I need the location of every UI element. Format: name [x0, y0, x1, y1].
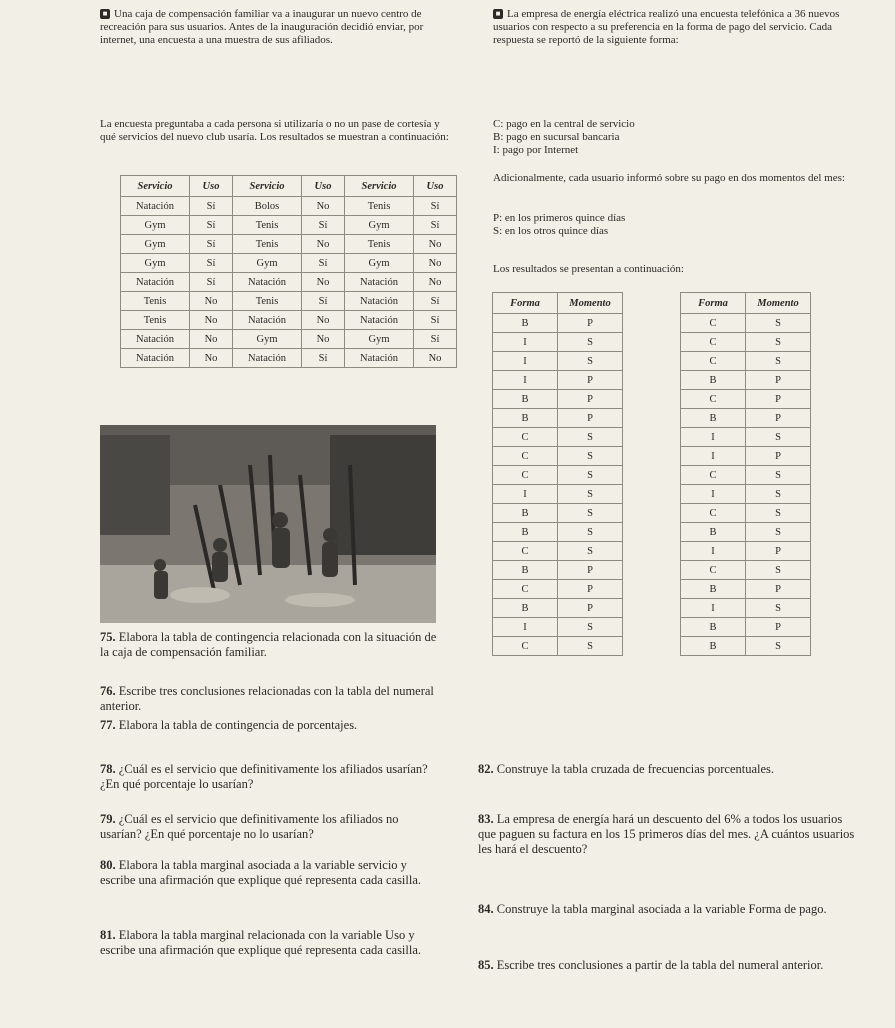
table-cell: Tenis [345, 197, 414, 216]
table-cell: S [558, 637, 623, 656]
table-cell: Gym [345, 216, 414, 235]
table-cell: Natación [121, 349, 190, 368]
table-cell: Tenis [233, 292, 302, 311]
table-cell: B [681, 637, 746, 656]
table-cell: No [414, 273, 457, 292]
table-cell: S [746, 523, 811, 542]
table-cell: C [681, 352, 746, 371]
table-cell: No [190, 330, 233, 349]
question-number: 77. [100, 718, 119, 732]
table-cell: P [746, 371, 811, 390]
table-row [681, 504, 811, 523]
table-header-row [493, 293, 623, 314]
table-cell: Sí [302, 349, 345, 368]
question-text: Construye la tabla cruzada de frecuencias porcentuales. [496, 762, 775, 776]
table-cell: Natación [121, 197, 190, 216]
table-cell: P [558, 314, 623, 333]
gym-photo [100, 425, 436, 623]
table-cell: Bolos [233, 197, 302, 216]
table-cell: B [493, 314, 558, 333]
left-intro-p1-text: Una caja de compensación familiar va a inaugurar un nuevo centro de recreación para sus usuarios. Antes de la inauguración decidió enviar, por internet, una encuesta a una muestra de sus afiliados. [100, 8, 424, 46]
payments-table-2 [680, 292, 811, 656]
table-cell: No [302, 235, 345, 254]
table-cell: No [302, 330, 345, 349]
table-cell: Natación [345, 311, 414, 330]
table-row [493, 447, 623, 466]
table-cell: S [746, 333, 811, 352]
exercise-question [100, 630, 440, 660]
legend-item: S: en los otros quince días [493, 225, 609, 237]
table-row [681, 580, 811, 599]
table-row [681, 352, 811, 371]
left-intro-p2-text: La encuesta preguntaba a cada persona si utilizaría o no un pase de cortesía y qué servicios del nuevo club usaría. Los resultados se muestran a continuación: [100, 118, 449, 143]
table-cell: C [493, 428, 558, 447]
right-intro-paragraph-2 [493, 172, 863, 185]
table-row [493, 561, 623, 580]
right-intro-p2-text: Adicionalmente, cada usuario informó sobre su pago en dos momentos del mes: [493, 172, 845, 184]
table-row [681, 333, 811, 352]
question-number: 82. [478, 762, 497, 776]
services-usage-table [120, 175, 457, 368]
payment-legend [493, 118, 863, 157]
exercise-badge-icon: ■ [493, 9, 503, 19]
table-cell: S [558, 523, 623, 542]
table-row [121, 273, 457, 292]
table-row [493, 466, 623, 485]
table-cell: Tenis [121, 292, 190, 311]
table-cell: I [493, 333, 558, 352]
table-cell: S [746, 561, 811, 580]
table-row [493, 637, 623, 656]
table-row [121, 197, 457, 216]
table-cell: S [558, 504, 623, 523]
table-cell: C [681, 390, 746, 409]
table-cell: B [493, 504, 558, 523]
table-cell: C [493, 466, 558, 485]
question-number: 84. [478, 902, 497, 916]
table-row [493, 542, 623, 561]
question-text: Elabora la tabla marginal relacionada con la variable Uso y escribe una afirmación que explique qué representa cada casilla. [100, 928, 422, 957]
table-cell: P [746, 390, 811, 409]
moment-legend [493, 212, 863, 238]
table-cell: B [681, 409, 746, 428]
question-number: 79. [100, 812, 119, 826]
table-cell: P [746, 618, 811, 637]
exercise-question [100, 718, 440, 733]
table-cell: Sí [414, 330, 457, 349]
table-cell: Sí [190, 235, 233, 254]
table-cell: C [493, 542, 558, 561]
table-row [493, 618, 623, 637]
gym-photo-illustration [100, 425, 436, 623]
question-text: Construye la tabla marginal asociada a la variable Forma de pago. [496, 902, 827, 916]
table-cell: P [558, 580, 623, 599]
table-row [493, 352, 623, 371]
question-number: 76. [100, 684, 119, 698]
table-row [681, 447, 811, 466]
table-cell: Gym [233, 330, 302, 349]
table-cell: S [558, 333, 623, 352]
table-cell: I [681, 447, 746, 466]
exercise-question [478, 958, 858, 973]
table-cell: Natación [233, 273, 302, 292]
table-cell: S [746, 352, 811, 371]
table-header-row [121, 176, 457, 197]
table-row [681, 618, 811, 637]
table-cell: S [558, 618, 623, 637]
table-row [681, 485, 811, 504]
table-cell: Gym [233, 254, 302, 273]
table-cell: Sí [414, 216, 457, 235]
column-header: Uso [302, 176, 345, 197]
table-cell: B [493, 561, 558, 580]
table-cell: P [746, 542, 811, 561]
question-text: Elabora la tabla marginal asociada a la variable servicio y escribe una afirmación que explique qué representa cada casilla. [100, 858, 422, 887]
table-cell: C [493, 580, 558, 599]
legend-item: I: pago por Internet [493, 144, 579, 156]
table-row [493, 580, 623, 599]
left-intro-paragraph-1 [100, 8, 450, 47]
column-header: Momento [746, 293, 811, 314]
table-cell: Natación [345, 273, 414, 292]
table-row [493, 523, 623, 542]
table-cell: C [681, 314, 746, 333]
table-cell: S [746, 599, 811, 618]
table-cell: B [681, 618, 746, 637]
table-cell: S [558, 542, 623, 561]
table-cell: S [746, 466, 811, 485]
table-row [681, 390, 811, 409]
right-intro-p3-text: Los resultados se presentan a continuación: [493, 263, 684, 275]
table-cell: P [746, 447, 811, 466]
exercise-badge-icon: ■ [100, 9, 110, 19]
right-intro-paragraph-3 [493, 263, 863, 276]
exercise-question [478, 902, 858, 917]
table-cell: Sí [302, 292, 345, 311]
exercise-question [478, 762, 858, 777]
table-row [681, 466, 811, 485]
table-row [121, 292, 457, 311]
table-row [681, 314, 811, 333]
table-cell: Sí [190, 216, 233, 235]
question-text: ¿Cuál es el servicio que definitivamente los afiliados no usarían? ¿En qué porcentaje no lo usarían? [100, 812, 399, 841]
table-row [493, 428, 623, 447]
right-intro-p1-text: La empresa de energía eléctrica realizó una encuesta telefónica a 36 nuevos usuarios con respecto a su preferencia en la forma de pago del servicio. Cada respuesta se reportó de la siguiente forma: [493, 8, 840, 46]
table-cell: No [190, 349, 233, 368]
table-cell: B [681, 523, 746, 542]
table-header-row [681, 293, 811, 314]
table-row [121, 254, 457, 273]
left-intro-paragraph-2 [100, 118, 450, 144]
table-cell: C [681, 561, 746, 580]
table-cell: No [190, 292, 233, 311]
table-cell: B [681, 371, 746, 390]
table-cell: I [493, 371, 558, 390]
table-row [493, 409, 623, 428]
table-cell: No [302, 311, 345, 330]
table-cell: Sí [414, 292, 457, 311]
table-cell: B [493, 409, 558, 428]
table-cell: Sí [190, 197, 233, 216]
table-cell: Sí [302, 254, 345, 273]
table-cell: I [681, 599, 746, 618]
table-row [493, 485, 623, 504]
table-row [493, 390, 623, 409]
table-row [681, 428, 811, 447]
question-number: 83. [478, 812, 497, 826]
table-cell: P [558, 599, 623, 618]
question-text: La empresa de energía hará un descuento del 6% a todos los usuarios que paguen su factura en los 15 primeros días del mes. ¿A cuántos usuarios les hará el descuento? [478, 812, 855, 856]
table-cell: Natación [233, 349, 302, 368]
table-cell: S [746, 637, 811, 656]
table-row [121, 216, 457, 235]
table-cell: S [746, 428, 811, 447]
table-cell: No [190, 311, 233, 330]
table-cell: No [302, 197, 345, 216]
table-cell: Gym [121, 235, 190, 254]
exercise-question [100, 762, 440, 792]
table-cell: Sí [414, 197, 457, 216]
column-header: Momento [558, 293, 623, 314]
column-header: Servicio [121, 176, 190, 197]
table-cell: B [493, 523, 558, 542]
table-cell: P [558, 390, 623, 409]
table-cell: C [681, 333, 746, 352]
table-cell: P [558, 409, 623, 428]
table-cell: S [558, 466, 623, 485]
question-number: 80. [100, 858, 119, 872]
question-text: Escribe tres conclusiones relacionadas con la tabla del numeral anterior. [100, 684, 434, 713]
table-cell: C [681, 466, 746, 485]
table-row [681, 523, 811, 542]
table-cell: P [746, 580, 811, 599]
table-cell: Natación [345, 349, 414, 368]
table-row [493, 333, 623, 352]
column-header: Servicio [233, 176, 302, 197]
table-row [121, 311, 457, 330]
column-header: Servicio [345, 176, 414, 197]
table-cell: I [493, 352, 558, 371]
table-cell: Natación [345, 292, 414, 311]
legend-item: P: en los primeros quince días [493, 212, 626, 224]
table-cell: Sí [302, 216, 345, 235]
table-row [493, 371, 623, 390]
question-number: 85. [478, 958, 497, 972]
table-cell: S [558, 428, 623, 447]
table-cell: B [681, 580, 746, 599]
table-cell: B [493, 599, 558, 618]
table-cell: Tenis [233, 235, 302, 254]
question-number: 81. [100, 928, 119, 942]
table-cell: Gym [121, 254, 190, 273]
table-cell: No [414, 235, 457, 254]
table-cell: Natación [121, 330, 190, 349]
exercise-question [100, 812, 440, 842]
table-cell: Natación [233, 311, 302, 330]
table-row [681, 409, 811, 428]
payments-table-1 [492, 292, 623, 656]
table-cell: No [302, 273, 345, 292]
table-cell: I [681, 428, 746, 447]
column-header: Uso [190, 176, 233, 197]
table-cell: Sí [190, 273, 233, 292]
question-text: Elabora la tabla de contingencia de porcentajes. [118, 718, 358, 732]
table-row [681, 561, 811, 580]
question-text: ¿Cuál es el servicio que definitivamente los afiliados usarían? ¿En qué porcentaje lo usarían? [100, 762, 428, 791]
table-cell: No [414, 254, 457, 273]
table-row [681, 542, 811, 561]
table-cell: Gym [345, 330, 414, 349]
table-cell: Sí [190, 254, 233, 273]
table-cell: No [414, 349, 457, 368]
column-header: Forma [681, 293, 746, 314]
table-row [493, 504, 623, 523]
table-cell: C [493, 447, 558, 466]
exercise-question [100, 858, 440, 888]
table-row [121, 330, 457, 349]
question-text: Escribe tres conclusiones a partir de la tabla del numeral anterior. [496, 958, 824, 972]
table-cell: Sí [414, 311, 457, 330]
table-row [681, 371, 811, 390]
table-cell: Tenis [233, 216, 302, 235]
table-cell: S [746, 314, 811, 333]
table-cell: P [558, 561, 623, 580]
table-cell: I [681, 485, 746, 504]
question-number: 78. [100, 762, 119, 776]
table-cell: C [493, 637, 558, 656]
table-cell: I [493, 485, 558, 504]
column-header: Forma [493, 293, 558, 314]
table-cell: C [681, 504, 746, 523]
table-cell: P [746, 409, 811, 428]
column-header: Uso [414, 176, 457, 197]
table-cell: B [493, 390, 558, 409]
legend-item: B: pago en sucursal bancaria [493, 131, 620, 143]
table-row [493, 599, 623, 618]
table-cell: S [558, 352, 623, 371]
table-cell: S [746, 485, 811, 504]
exercise-question [100, 684, 440, 714]
table-row [681, 599, 811, 618]
table-cell: S [558, 485, 623, 504]
table-cell: Natación [121, 273, 190, 292]
table-cell: S [558, 447, 623, 466]
question-number: 75. [100, 630, 119, 644]
table-cell: S [746, 504, 811, 523]
legend-item: C: pago en la central de servicio [493, 118, 635, 130]
table-row [681, 637, 811, 656]
table-cell: I [493, 618, 558, 637]
table-cell: P [558, 371, 623, 390]
table-cell: Tenis [121, 311, 190, 330]
table-cell: Gym [345, 254, 414, 273]
question-text: Elabora la tabla de contingencia relacionada con la situación de la caja de compensación familiar. [100, 630, 437, 659]
table-row [121, 235, 457, 254]
table-row [493, 314, 623, 333]
table-cell: Gym [121, 216, 190, 235]
exercise-question [478, 812, 858, 857]
table-row [121, 349, 457, 368]
right-intro-paragraph-1 [493, 8, 863, 47]
table-cell: I [681, 542, 746, 561]
table-cell: Tenis [345, 235, 414, 254]
exercise-question [100, 928, 440, 958]
